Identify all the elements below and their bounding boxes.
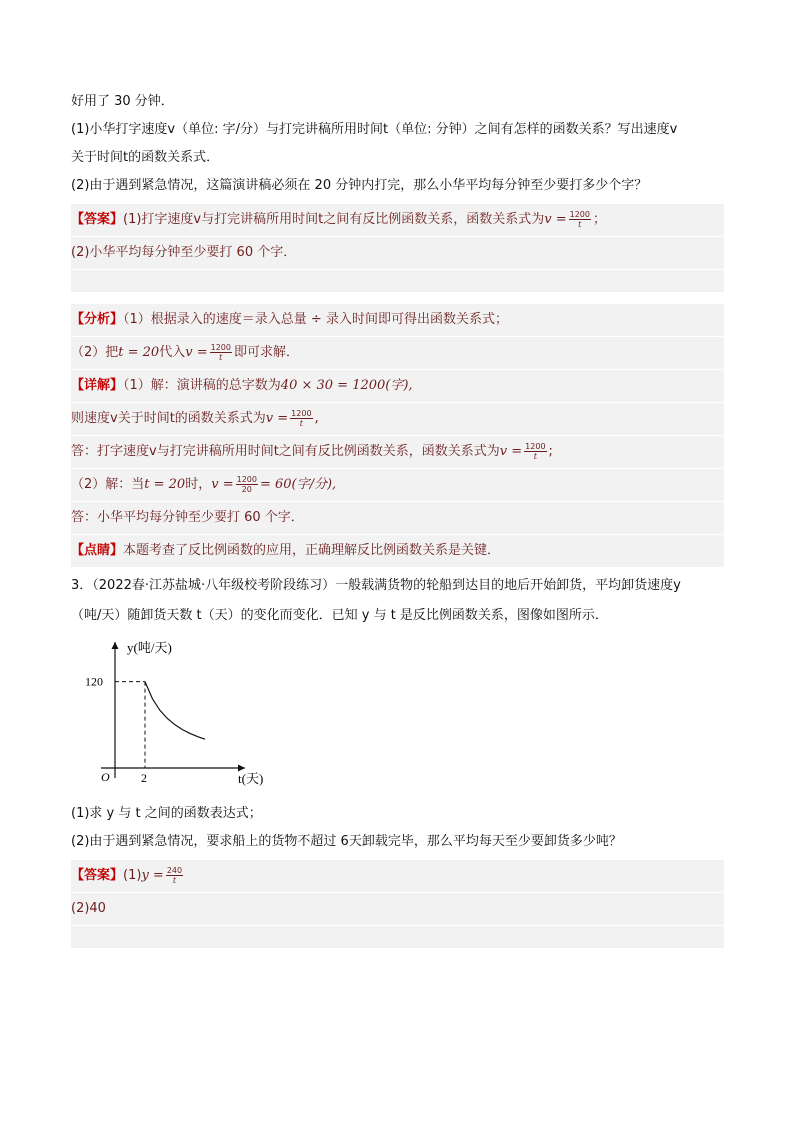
detail-tag: 【详解】 [71, 378, 124, 393]
fraction-numerator: 240 [166, 866, 183, 875]
q2-part1-line2: 关于时间t的函数关系式． [71, 150, 220, 165]
detail-l1-expr: 40 × 30 = 1200(字), [280, 378, 413, 393]
analysis-l2-end: 即可求解． [233, 345, 299, 360]
detail-l2-end: , [314, 411, 319, 426]
answer-text-1: (1)打字速度v与打完讲稿所用时间t之间有反比例函数关系，函数关系式为 [123, 212, 545, 227]
answer-blank-space [71, 270, 724, 292]
detail-l4-pre: （2）解：当 [71, 477, 145, 492]
detail-l4-mid: 时， [185, 477, 212, 492]
q2-answer-line2: (2)小华平均每分钟至少要打 60 个字． [71, 237, 724, 270]
detail-l2-text: 则速度v关于时间t的函数关系式为 [71, 411, 266, 426]
q3-answer-block [71, 860, 724, 948]
detail-line4 [71, 469, 724, 502]
detail-l4-eq: t = 20 [144, 477, 186, 492]
fraction-numerator: 1200 [569, 210, 590, 219]
q2-answer-block [71, 204, 724, 292]
fraction-numerator: 1200 [236, 475, 257, 484]
q3-answer-pre: (1) [123, 868, 142, 883]
answer-tag: 【答案】 [71, 212, 124, 227]
answer-fraction [569, 210, 591, 229]
y-tick-label: 120 [85, 674, 103, 689]
analysis-text-1: （1）根据录入的速度＝录入总量 ÷ 录入时间即可得出函数关系式； [123, 312, 508, 327]
detail-l1-text: （1）解：演讲稿的总字数为 [123, 378, 281, 393]
answer-lhs: v = [544, 212, 567, 227]
answer-end: ； [592, 212, 606, 227]
curve-series [145, 682, 205, 740]
q3-line1: 3．（2022春·江苏盐城·八年级校考阶段练习）一般载满货物的轮船到达目的地后开始卸货，平均卸货速度y [71, 578, 681, 593]
q3-line2: （吨/天）随卸货天数 t（天）的变化而变化．已知 y 与 t 是反比例函数关系，图像如图所示． [71, 608, 608, 623]
fraction-denominator: 20 [241, 485, 252, 494]
comment-line [71, 535, 724, 568]
q3-answer-tag: 【答案】 [71, 868, 124, 883]
q2-part2: (2)由于遇到紧急情况，这篇演讲稿必须在 20 分钟内打完，那么小华平均每分钟至少要打多少个字？ [71, 178, 648, 193]
q3-answer-lhs: y = [141, 868, 164, 883]
fraction-numerator: 1200 [210, 343, 231, 352]
q3-part1: (1)求 y 与 t 之间的函数表达式； [71, 806, 262, 821]
detail-l3-fraction [524, 442, 546, 461]
detail-l4-lhs: v = [211, 477, 234, 492]
fraction-denominator: t [578, 220, 582, 229]
analysis-l2-pre: （2）把 [71, 345, 119, 360]
comment-tag: 【点睛】 [71, 543, 124, 558]
analysis-tag: 【分析】 [71, 312, 124, 327]
comment-text: 本题考查了反比例函数的应用，正确理解反比例函数关系是关键． [123, 543, 501, 558]
q3-part2: (2)由于遇到紧急情况，要求船上的货物不超过 6天卸载完毕，那么平均每天至少要卸货多少吨？ [71, 834, 622, 849]
detail-line5: 答：小华平均每分钟至少要打 60 个字． [71, 502, 724, 535]
detail-l4-end: = 60(字/分), [259, 477, 337, 492]
analysis-l2-eq: t = 20 [118, 345, 160, 360]
worksheet-page [71, 92, 724, 948]
fraction-denominator: t [172, 876, 177, 885]
detail-line1 [71, 370, 724, 403]
x-tick-label: 2 [141, 771, 147, 785]
reciprocal-function-graph [81, 636, 281, 796]
fraction-denominator: t [533, 452, 537, 461]
fraction-denominator: t [299, 419, 303, 428]
q3-graph [81, 636, 281, 796]
q3-answer-fraction [166, 866, 183, 885]
detail-l2-fraction [290, 409, 312, 428]
q2-intro-tail: 好用了 30 分钟． [71, 94, 174, 109]
fraction-numerator: 1200 [291, 409, 312, 418]
fraction-numerator: 1200 [525, 442, 546, 451]
x-axis-label: t(天) [238, 771, 264, 786]
analysis-fraction [210, 343, 232, 362]
detail-l2-lhs: v = [265, 411, 289, 426]
analysis-line1 [71, 304, 724, 337]
q3-answer-line1 [71, 860, 724, 893]
detail-l3-text: 答：打字速度v与打完讲稿所用时间t之间有反比例函数关系，函数关系式为 [71, 444, 500, 459]
q2-analysis-block [71, 304, 724, 568]
fraction-denominator: t [219, 353, 223, 362]
detail-l4-fraction [236, 475, 258, 494]
analysis-l2-lhs: v = [185, 345, 208, 360]
q3-answer-blank [71, 926, 724, 948]
q2-part1-line1: (1)小华打字速度v（单位: 字/分）与打完讲稿所用时间t（单位: 分钟）之间有怎样的函数关系？写出速度v [71, 122, 678, 137]
detail-line2 [71, 403, 724, 436]
detail-l3-end: ; [548, 444, 553, 459]
analysis-line2 [71, 337, 724, 370]
q3-answer-line2: (2)40 [71, 893, 724, 926]
detail-l3-lhs: v = [499, 444, 523, 459]
origin-label: O [101, 770, 110, 784]
detail-line3 [71, 436, 724, 469]
y-axis-label: y(吨/天) [127, 640, 172, 655]
analysis-l2-mid: 代入 [159, 345, 186, 360]
q2-answer-line1 [71, 204, 724, 237]
